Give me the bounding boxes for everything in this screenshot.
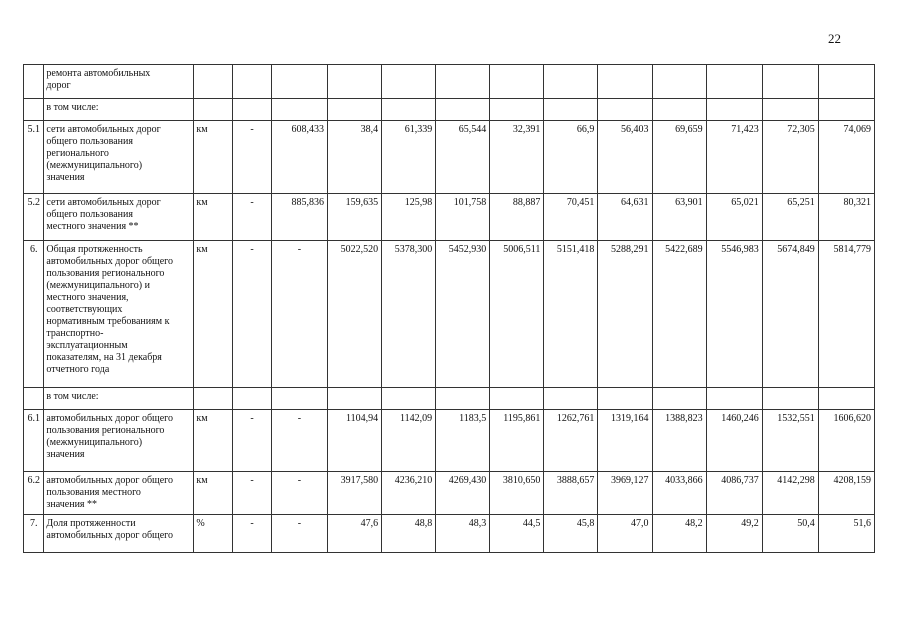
value-cell: 48,2 [652,515,706,553]
value-cell: 1104,94 [328,410,382,472]
value-cell [544,99,598,121]
value-cell: 64,631 [598,194,652,241]
value-cell [652,99,706,121]
value-cell: - [271,241,327,388]
indicator-name-line: транспортно- [46,328,104,339]
value-cell: - [233,410,272,472]
indicator-name-line: значения ** [46,499,98,510]
value-cell: 47,6 [328,515,382,553]
value-cell: 5288,291 [598,241,652,388]
value-cell [490,65,544,99]
indicator-name-line: местного значения, [46,292,129,303]
value-cell: 72,305 [762,121,818,194]
value-cell: 49,2 [706,515,762,553]
indicator-name-line: значения [46,172,85,183]
unit-cell: км [194,194,233,241]
table-row [24,388,875,410]
value-cell [598,65,652,99]
indicator-name-line: сети автомобильных дорог [46,124,161,135]
value-cell: 885,836 [271,194,327,241]
value-cell: - [233,472,272,515]
indicator-name [44,388,194,410]
indicator-name-line: общего пользования [46,136,133,147]
indicator-name [44,121,194,194]
value-cell [436,65,490,99]
value-cell: 1460,246 [706,410,762,472]
value-cell: 61,339 [382,121,436,194]
value-cell: - [233,241,272,388]
indicator-name-line: автомобильных дорог общего [46,256,174,267]
value-cell [328,388,382,410]
table-body [24,65,875,553]
value-cell [436,388,490,410]
indicator-name-line: автомобильных дорог общего [46,475,174,486]
value-cell: - [233,515,272,553]
value-cell [706,65,762,99]
value-cell: 45,8 [544,515,598,553]
value-cell: 1142,09 [382,410,436,472]
table-row [24,121,875,194]
value-cell [271,65,327,99]
indicator-name-line: дорог [46,80,71,91]
value-cell: 88,887 [490,194,544,241]
value-cell [598,99,652,121]
value-cell: 5452,930 [436,241,490,388]
indicator-name-line: эксплуатационным [46,340,128,351]
table-row [24,472,875,515]
value-cell: 48,8 [382,515,436,553]
unit-cell: % [194,515,233,553]
value-cell: 5814,779 [818,241,874,388]
indicator-name-line: нормативным требованиям к [46,316,170,327]
value-cell [652,388,706,410]
indicator-name [44,194,194,241]
unit-cell: км [194,241,233,388]
value-cell: - [233,121,272,194]
value-cell [233,99,272,121]
unit-cell [194,388,233,410]
value-cell [598,388,652,410]
value-cell [271,388,327,410]
indicator-name [44,410,194,472]
indicator-name-line: пользования регионального [46,425,165,436]
indicator-name-line: пользования регионального [46,268,165,279]
value-cell [652,65,706,99]
indicator-name-line: местного значения ** [46,221,139,232]
value-cell [436,99,490,121]
table-row [24,99,875,121]
value-cell [490,99,544,121]
indicator-name-line: ремонта автомобильных [46,68,151,79]
value-cell: 5006,511 [490,241,544,388]
indicator-name-line: Общая протяженность [46,244,143,255]
value-cell: 3888,657 [544,472,598,515]
indicator-name-line: общего пользования [46,209,133,220]
indicator-name [44,65,194,99]
row-number: 6.2 [24,472,44,515]
value-cell: 1319,164 [598,410,652,472]
indicator-name-line: Доля протяженности [46,518,136,529]
value-cell: - [271,410,327,472]
value-cell [382,388,436,410]
value-cell: 38,4 [328,121,382,194]
indicators-table [23,64,875,553]
value-cell [233,65,272,99]
value-cell [762,99,818,121]
table-row [24,65,875,99]
value-cell: 4086,737 [706,472,762,515]
value-cell: 3969,127 [598,472,652,515]
value-cell [233,388,272,410]
row-number: 7. [24,515,44,553]
value-cell: 5674,849 [762,241,818,388]
value-cell: 71,423 [706,121,762,194]
row-number: 6.1 [24,410,44,472]
unit-cell [194,65,233,99]
value-cell: 65,251 [762,194,818,241]
value-cell [818,99,874,121]
value-cell: 4236,210 [382,472,436,515]
row-number [24,99,44,121]
value-cell: 66,9 [544,121,598,194]
row-number [24,388,44,410]
table-row [24,515,875,553]
indicator-name-line: значения [46,449,85,460]
value-cell [544,65,598,99]
indicator-name-line: автомобильных дорог общего [46,413,174,424]
value-cell: 5151,418 [544,241,598,388]
row-number [24,65,44,99]
value-cell: 70,451 [544,194,598,241]
value-cell: 101,758 [436,194,490,241]
value-cell [706,99,762,121]
indicator-name-line: соответствующих [46,304,123,315]
value-cell: 1388,823 [652,410,706,472]
value-cell: - [271,472,327,515]
value-cell: 32,391 [490,121,544,194]
indicator-name-line: (межмуниципального) и [46,280,150,291]
indicator-name [44,241,194,388]
value-cell: 5546,983 [706,241,762,388]
indicator-name-line: (межмуниципального) [46,160,143,171]
row-number: 6. [24,241,44,388]
unit-cell: км [194,472,233,515]
value-cell: 63,901 [652,194,706,241]
value-cell: 5378,300 [382,241,436,388]
table-row [24,194,875,241]
value-cell: 80,321 [818,194,874,241]
value-cell: 1532,551 [762,410,818,472]
value-cell [328,99,382,121]
value-cell: 5022,520 [328,241,382,388]
unit-cell [194,99,233,121]
value-cell: 48,3 [436,515,490,553]
table-row [24,410,875,472]
indicator-name-line: сети автомобильных дорог [46,197,161,208]
value-cell [762,65,818,99]
unit-cell: км [194,410,233,472]
table-row [24,241,875,388]
value-cell: 608,433 [271,121,327,194]
value-cell [818,388,874,410]
page-number: 22 [828,31,841,46]
row-number: 5.1 [24,121,44,194]
value-cell: 3810,650 [490,472,544,515]
indicator-name [44,515,194,553]
value-cell: 44,5 [490,515,544,553]
value-cell [762,388,818,410]
value-cell: 47,0 [598,515,652,553]
value-cell: 4033,866 [652,472,706,515]
value-cell: 69,659 [652,121,706,194]
value-cell [818,65,874,99]
indicator-name-line: пользования местного [46,487,141,498]
value-cell: - [233,194,272,241]
value-cell: 159,635 [328,194,382,241]
value-cell: 4208,159 [818,472,874,515]
indicator-name [44,472,194,515]
indicator-name-line: в том числе: [46,391,99,402]
indicator-name-line: автомобильных дорог общего [46,530,174,541]
value-cell: 5422,689 [652,241,706,388]
value-cell [382,65,436,99]
value-cell: 50,4 [762,515,818,553]
value-cell: 1262,761 [544,410,598,472]
value-cell: 4269,430 [436,472,490,515]
value-cell: 1606,620 [818,410,874,472]
indicator-name-line: регионального [46,148,109,159]
value-cell: 3917,580 [328,472,382,515]
indicator-name-line: (межмуниципального) [46,437,143,448]
value-cell: 65,021 [706,194,762,241]
value-cell [328,65,382,99]
value-cell: 1195,861 [490,410,544,472]
indicator-name-line: в том числе: [46,102,99,113]
value-cell: 1183,5 [436,410,490,472]
value-cell: - [271,515,327,553]
indicator-name-line: показателям, на 31 декабря [46,352,162,363]
value-cell [544,388,598,410]
value-cell: 74,069 [818,121,874,194]
value-cell: 125,98 [382,194,436,241]
unit-cell: км [194,121,233,194]
row-number: 5.2 [24,194,44,241]
value-cell: 65,544 [436,121,490,194]
indicator-name-line: отчетного года [46,364,110,375]
value-cell [271,99,327,121]
value-cell [706,388,762,410]
value-cell [490,388,544,410]
value-cell [382,99,436,121]
value-cell: 4142,298 [762,472,818,515]
value-cell: 56,403 [598,121,652,194]
value-cell: 51,6 [818,515,874,553]
indicator-name [44,99,194,121]
